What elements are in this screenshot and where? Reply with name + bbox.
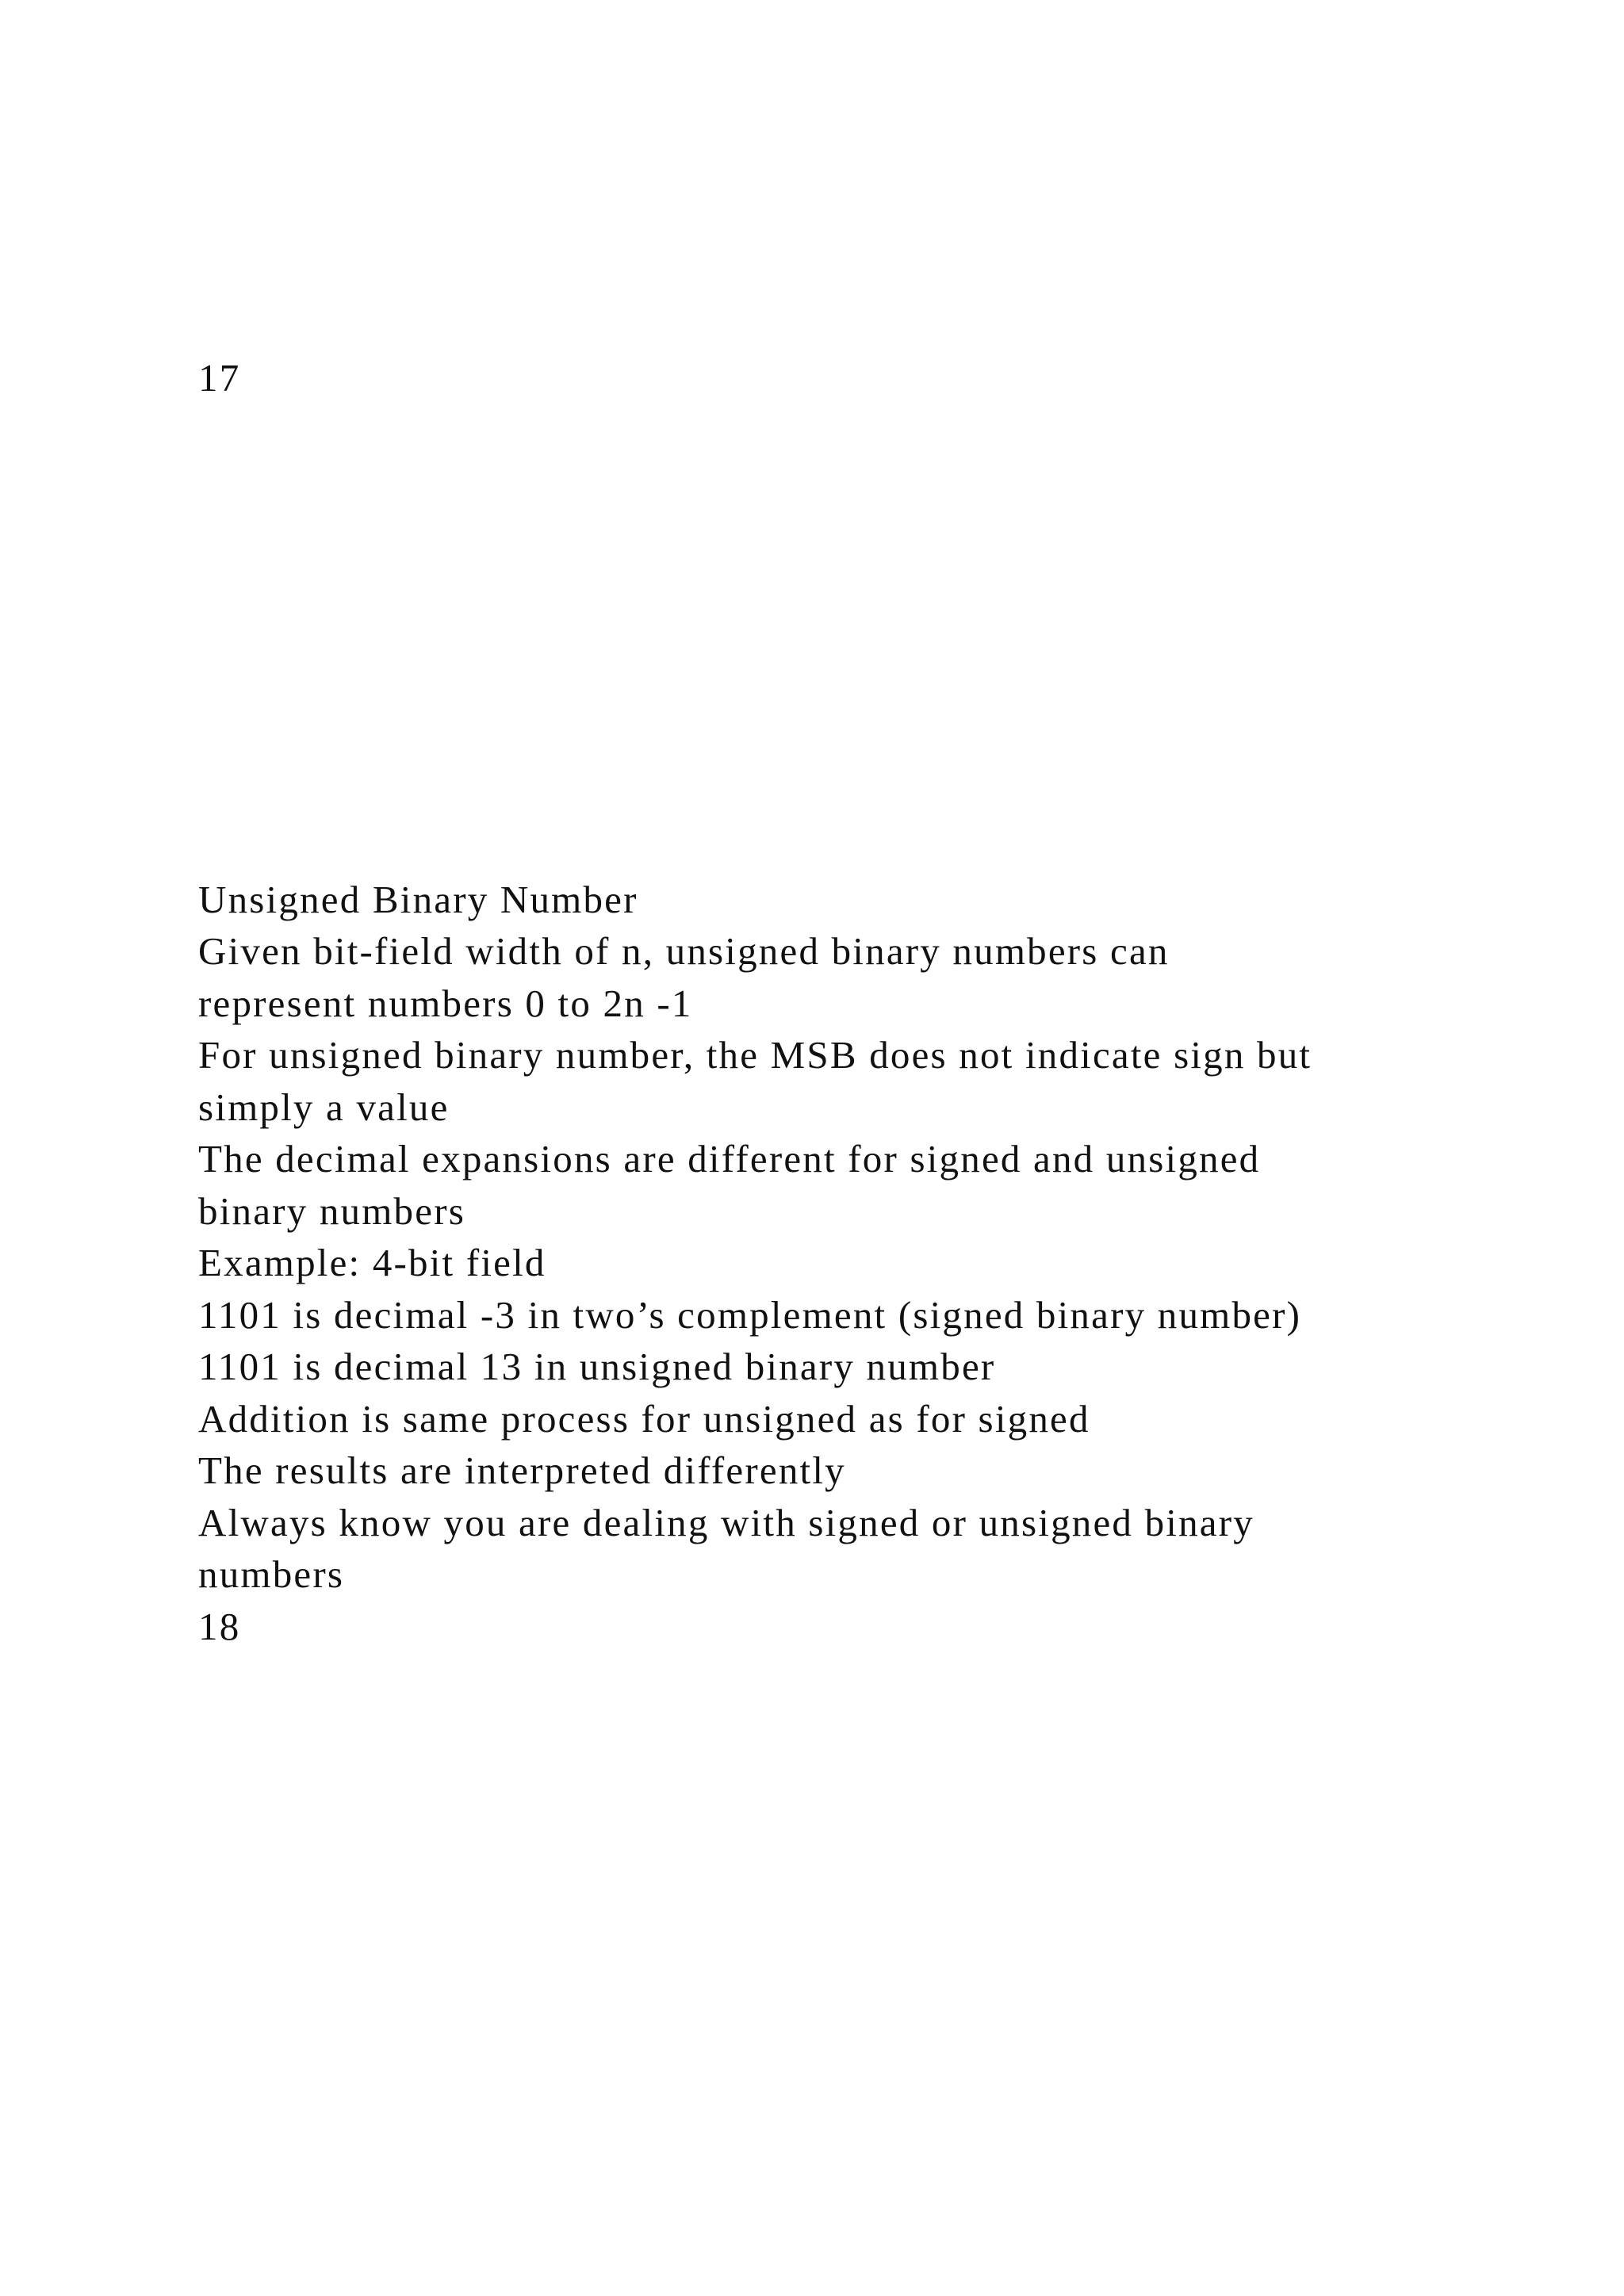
body-line: binary numbers <box>198 1189 465 1233</box>
body-line: For unsigned binary number, the MSB does not indicate sign but <box>198 1033 1312 1077</box>
body-line: 1101 is decimal 13 in unsigned binary number <box>198 1345 996 1388</box>
page-number-bottom: 18 <box>198 1605 241 1648</box>
body-line: Given bit-field width of n, unsigned binary numbers can <box>198 929 1170 973</box>
body-line: The results are interpreted differently <box>198 1448 846 1492</box>
section-heading: Unsigned Binary Number <box>198 878 638 921</box>
body-line: The decimal expansions are different for signed and unsigned <box>198 1137 1261 1181</box>
body-line: 1101 is decimal -3 in two’s complement (signed binary number) <box>198 1293 1302 1337</box>
body-line: Always know you are dealing with signed or unsigned binary <box>198 1501 1254 1544</box>
body-line: Addition is same process for unsigned as for signed <box>198 1397 1090 1441</box>
body-line: represent numbers 0 to 2n -1 <box>198 982 693 1025</box>
page-number-top: 17 <box>198 356 241 400</box>
body-line: simply a value <box>198 1085 450 1129</box>
body-line: numbers <box>198 1552 345 1596</box>
body-line: Example: 4-bit field <box>198 1241 546 1284</box>
